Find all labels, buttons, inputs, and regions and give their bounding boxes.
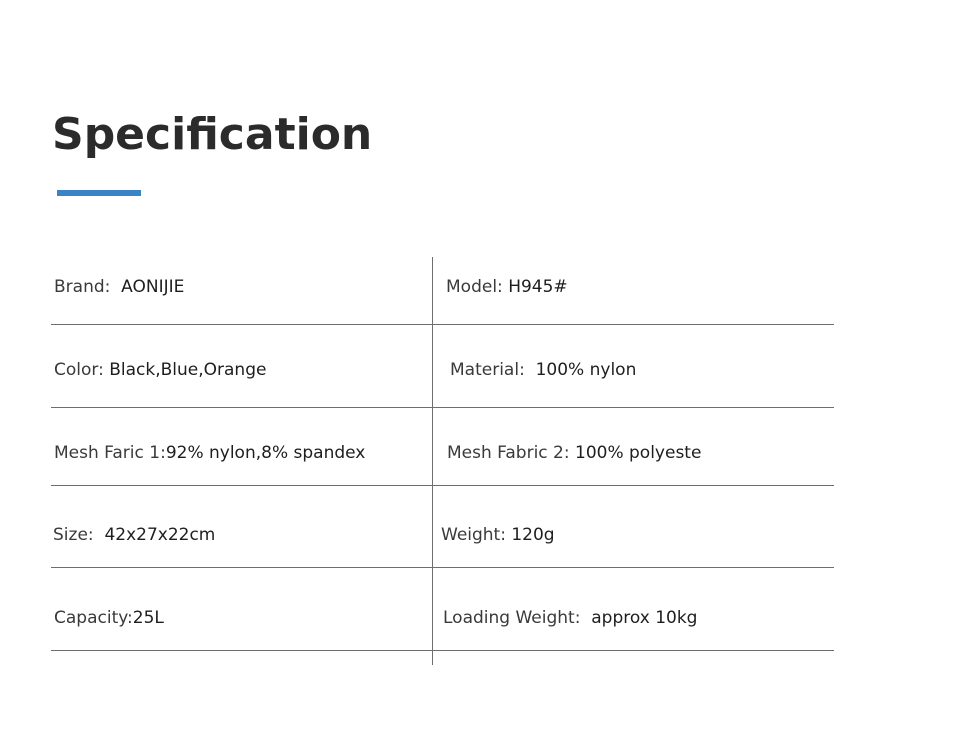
page-title: Specification	[52, 109, 373, 160]
row-divider	[51, 407, 834, 408]
spec-value: approx 10kg	[591, 608, 698, 628]
spec-label: Capacity:	[54, 608, 133, 628]
row-divider	[51, 485, 834, 486]
row-divider	[51, 324, 834, 325]
spec-label: Material:	[450, 360, 536, 380]
spec-value: 100% nylon	[535, 360, 637, 380]
spec-label: Loading Weight:	[443, 608, 592, 628]
column-divider	[432, 257, 433, 665]
spec-label: Model:	[446, 277, 509, 297]
spec-cell-material	[450, 359, 636, 381]
spec-label: Size:	[53, 525, 105, 545]
spec-value: AONIJIE	[121, 277, 185, 297]
spec-cell-size	[53, 524, 215, 546]
spec-value: 120g	[511, 525, 555, 545]
spec-cell-mesh-fabric-1	[54, 442, 365, 464]
spec-table	[51, 257, 834, 665]
spec-value: 25L	[132, 608, 164, 628]
spec-cell-loading-weight	[443, 607, 697, 629]
spec-value: 92% nylon,8% spandex	[165, 443, 366, 463]
spec-cell-weight	[441, 524, 555, 546]
spec-label: Weight:	[441, 525, 512, 545]
title-accent-bar	[57, 190, 141, 196]
spec-label: Brand:	[54, 277, 122, 297]
spec-label: Mesh Fabric 2:	[447, 443, 575, 463]
spec-value: Black,Blue,Orange	[109, 360, 267, 380]
spec-label: Mesh Faric 1:	[54, 443, 166, 463]
row-divider	[51, 650, 834, 651]
spec-value: 100% polyeste	[575, 443, 702, 463]
spec-cell-mesh-fabric-2	[447, 442, 701, 464]
spec-label: Color:	[54, 360, 110, 380]
spec-cell-capacity	[54, 607, 164, 629]
spec-value: 42x27x22cm	[104, 525, 216, 545]
spec-cell-color	[54, 359, 266, 381]
row-divider	[51, 567, 834, 568]
spec-value: H945#	[508, 277, 568, 297]
spec-cell-brand	[54, 276, 184, 298]
spec-cell-model	[446, 276, 568, 298]
